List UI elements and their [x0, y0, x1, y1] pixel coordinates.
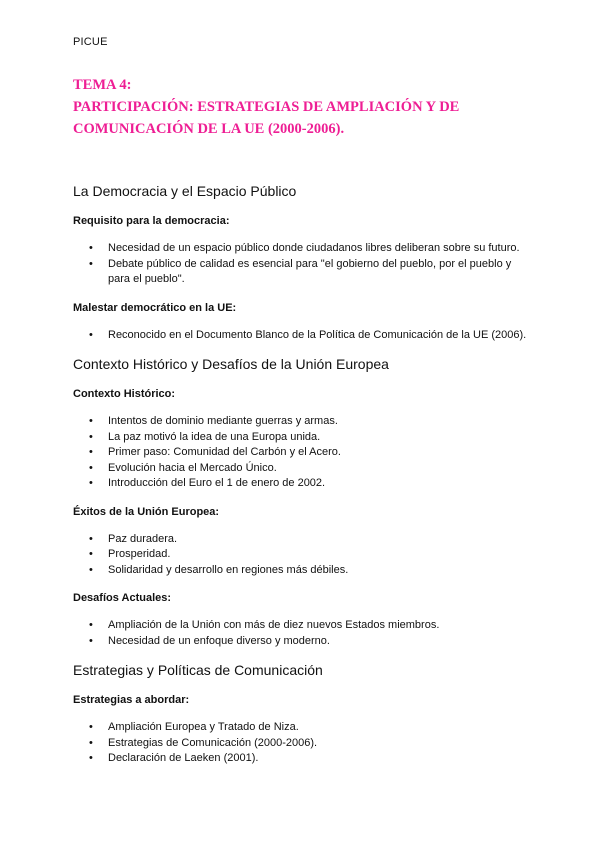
list-item: • Reconocido en el Documento Blanco de la Política de Comunicación de la UE (2006).	[73, 328, 533, 344]
subsection-heading: Contexto Histórico:	[73, 388, 176, 400]
subsection-heading: Desafíos Actuales:	[73, 592, 172, 604]
list-item: • Estrategias de Comunicación (2000-2006).	[73, 736, 533, 752]
document-body	[73, 178, 533, 767]
list-item: • Intentos de dominio mediante guerras y armas.	[73, 414, 533, 430]
bullet-list	[73, 241, 533, 288]
bullet-list	[73, 618, 533, 649]
section-heading: Contexto Histórico y Desafíos de la Unión Europea	[73, 356, 389, 372]
bullet-list	[73, 532, 533, 579]
subsection-heading: Requisito para la democracia:	[73, 215, 230, 227]
list-item: • Solidaridad y desarrollo en regiones más débiles.	[73, 563, 533, 579]
list-item: • Necesidad de un enfoque diverso y moderno.	[73, 634, 533, 650]
subsection-heading: Estrategias a abordar:	[73, 694, 190, 706]
section-heading: La Democracia y el Espacio Público	[73, 183, 297, 199]
section-heading: Estrategias y Políticas de Comunicación	[73, 662, 323, 678]
subsection-heading: Malestar democrático en la UE:	[73, 301, 237, 314]
list-item: • Primer paso: Comunidad del Carbón y el Acero.	[73, 445, 533, 461]
list-item: • Ampliación Europea y Tratado de Niza.	[73, 720, 533, 736]
list-item: • Necesidad de un espacio público donde ciudadanos libres deliberan sobre su futuro.	[73, 241, 533, 257]
document-title	[73, 74, 543, 140]
list-item: • Introducción del Euro el 1 de enero de 2002.	[73, 476, 533, 492]
subsection-heading: Éxitos de la Unión Europea:	[73, 505, 220, 518]
list-item: • Ampliación de la Unión con más de diez nuevos Estados miembros.	[73, 618, 533, 634]
header-label: PICUE	[73, 36, 108, 48]
list-item: • Prosperidad.	[73, 547, 533, 563]
title-line: PARTICIPACIÓN: ESTRATEGIAS DE AMPLIACIÓN Y DE	[73, 99, 460, 115]
bullet-list	[73, 328, 533, 344]
list-item: • Debate público de calidad es esencial para "el gobierno del pueblo, por el pueblo y para el pueblo".	[73, 257, 533, 288]
title-line: COMUNICACIÓN DE LA UE (2000-2006).	[73, 121, 345, 137]
title-line: TEMA 4:	[73, 77, 132, 93]
list-item: • La paz motivó la idea de una Europa unida.	[73, 430, 533, 446]
list-item: • Evolución hacia el Mercado Único.	[73, 461, 533, 477]
list-item: • Paz duradera.	[73, 532, 533, 548]
bullet-list	[73, 414, 533, 492]
bullet-list	[73, 720, 533, 767]
list-item: • Declaración de Laeken (2001).	[73, 751, 533, 767]
